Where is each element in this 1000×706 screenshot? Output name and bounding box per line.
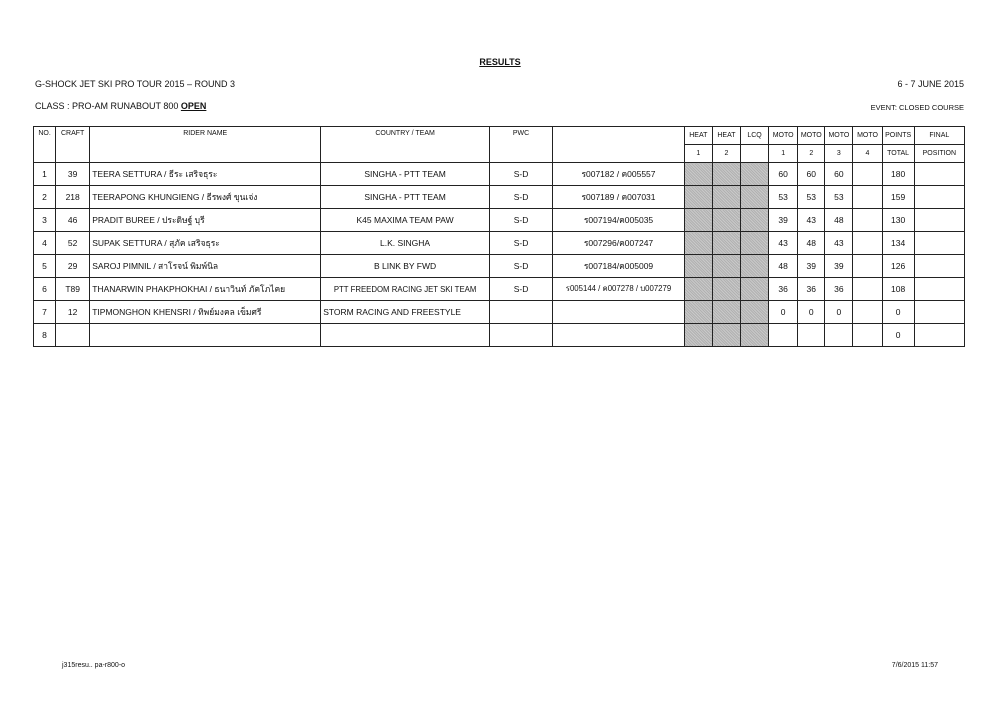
col-heat2-num: 2 [712,145,740,163]
col-moto3: MOTO [825,127,853,145]
cell-craft: T89 [56,278,90,301]
col-moto1: MOTO [769,127,798,145]
table-row [34,255,965,278]
cell-lcq [740,278,768,301]
cell-final [914,324,964,347]
cell-no: 2 [34,186,56,209]
cell-moto2: 53 [798,186,825,209]
cell-heat1 [684,278,712,301]
cell-moto1: 60 [769,163,798,186]
cell-heat1 [684,232,712,255]
cell-total: 0 [882,301,914,324]
cell-pwc [489,301,552,324]
table-row [34,163,965,186]
cell-heat2 [712,186,740,209]
cell-registration: ร007182 / ค005557 [553,163,685,186]
cell-craft: 218 [56,186,90,209]
cell-registration: ร007184/ค005009 [553,255,685,278]
cell-pwc: S-D [489,278,552,301]
cell-rider: TEERAPONG KHUNGIENG / ธีรพงศ์ ขุนเจ่ง [90,186,321,209]
cell-moto4 [853,324,882,347]
cell-final [914,163,964,186]
cell-moto2: 39 [798,255,825,278]
cell-total: 180 [882,163,914,186]
cell-craft: 12 [56,301,90,324]
cell-lcq [740,186,768,209]
cell-lcq [740,232,768,255]
col-heat2: HEAT [712,127,740,145]
col-final: FINAL [914,127,964,145]
class-open-label: OPEN [180,101,207,111]
cell-moto2 [798,324,825,347]
cell-lcq [740,324,768,347]
table-row [34,278,965,301]
cell-no: 5 [34,255,56,278]
cell-moto3: 36 [825,278,853,301]
cell-total: 108 [882,278,914,301]
cell-heat1 [684,255,712,278]
cell-final [914,186,964,209]
cell-moto2: 36 [798,278,825,301]
cell-moto3 [825,324,853,347]
cell-total: 126 [882,255,914,278]
col-craft: CRAFT [56,127,90,163]
cell-moto4 [853,278,882,301]
cell-no: 3 [34,209,56,232]
cell-registration: ร007296/ค007247 [553,232,685,255]
table-row [34,324,965,347]
cell-total: 0 [882,324,914,347]
cell-rider [90,324,321,347]
cell-heat2 [712,278,740,301]
col-moto1-num: 1 [769,145,798,163]
col-no: NO. [34,127,56,163]
cell-rider: TEERA SETTURA / ธีระ เสริจธุระ [90,163,321,186]
class-label [35,101,206,111]
table-row [34,209,965,232]
col-moto2-num: 2 [798,145,825,163]
col-moto3-num: 3 [825,145,853,163]
cell-moto3: 48 [825,209,853,232]
cell-craft: 46 [56,209,90,232]
cell-moto3: 0 [825,301,853,324]
col-position: POSITION [914,145,964,163]
cell-heat1 [684,301,712,324]
cell-rider: SUPAK SETTURA / สุภัค เสริจธุระ [90,232,321,255]
cell-moto4 [853,163,882,186]
cell-lcq [740,209,768,232]
cell-pwc: S-D [489,232,552,255]
cell-craft [56,324,90,347]
col-total: TOTAL [882,145,914,163]
cell-moto3: 60 [825,163,853,186]
col-lcq: LCQ [740,127,768,145]
cell-heat2 [712,301,740,324]
cell-pwc [489,324,552,347]
cell-moto4 [853,186,882,209]
cell-moto2: 43 [798,209,825,232]
header-row-1 [34,127,965,145]
cell-team: L.K. SINGHA [321,232,490,255]
cell-final [914,232,964,255]
footer-file-ref: j315resu.. pa-r800-o [62,662,126,669]
results-body [34,163,965,347]
cell-team [321,324,490,347]
cell-craft: 52 [56,232,90,255]
cell-no: 7 [34,301,56,324]
col-pwc: PWC [489,127,552,163]
cell-final [914,301,964,324]
col-heat1-num: 1 [684,145,712,163]
cell-moto4 [853,301,882,324]
col-registration [553,127,685,163]
cell-registration [553,301,685,324]
cell-no: 4 [34,232,56,255]
cell-team: SINGHA - PTT TEAM [321,163,490,186]
cell-final [914,278,964,301]
cell-moto3: 39 [825,255,853,278]
cell-moto3: 43 [825,232,853,255]
cell-moto1: 53 [769,186,798,209]
cell-team: K45 MAXIMA TEAM PAW [321,209,490,232]
cell-moto4 [853,209,882,232]
cell-no: 6 [34,278,56,301]
cell-heat1 [684,163,712,186]
cell-lcq [740,255,768,278]
col-points: POINTS [882,127,914,145]
cell-moto1: 36 [769,278,798,301]
table-row [34,232,965,255]
cell-no: 8 [34,324,56,347]
event-dates: 6 - 7 JUNE 2015 [897,79,964,89]
cell-final [914,255,964,278]
cell-pwc: S-D [489,255,552,278]
cell-moto1: 39 [769,209,798,232]
col-country-team: COUNTRY / TEAM [321,127,490,163]
col-moto2: MOTO [798,127,825,145]
cell-registration: ร007189 / ค007031 [553,186,685,209]
cell-moto4 [853,255,882,278]
cell-team: SINGHA - PTT TEAM [321,186,490,209]
cell-moto1: 43 [769,232,798,255]
cell-moto1: 0 [769,301,798,324]
cell-heat2 [712,255,740,278]
cell-craft: 29 [56,255,90,278]
cell-lcq [740,301,768,324]
cell-rider: PRADIT BUREE / ประดิษฐ์ บุรี [90,209,321,232]
event-type: EVENT: CLOSED COURSE [870,103,964,112]
cell-craft: 39 [56,163,90,186]
event-name: G-SHOCK JET SKI PRO TOUR 2015 – ROUND 3 [35,79,236,89]
cell-team: STORM RACING AND FREESTYLE [321,301,490,324]
cell-moto2: 48 [798,232,825,255]
cell-team: PTT FREEDOM RACING JET SKI TEAM [321,278,490,301]
cell-heat1 [684,324,712,347]
cell-total: 159 [882,186,914,209]
page-title: RESULTS [479,57,521,67]
cell-heat2 [712,209,740,232]
col-moto4: MOTO [853,127,882,145]
cell-pwc: S-D [489,163,552,186]
col-rider-name: RIDER NAME [90,127,321,163]
cell-registration: ร007194/ค005035 [553,209,685,232]
cell-heat2 [712,232,740,255]
cell-pwc: S-D [489,186,552,209]
cell-heat2 [712,324,740,347]
footer-timestamp: 7/6/2015 11:57 [891,662,938,669]
cell-moto1: 48 [769,255,798,278]
cell-rider: THANARWIN PHAKPHOKHAI / ธนาวินท์ ภัคโภไคย [90,278,321,301]
table-row [34,186,965,209]
cell-heat2 [712,163,740,186]
cell-registration [553,324,685,347]
results-table [33,126,965,347]
cell-lcq [740,163,768,186]
col-moto4-num: 4 [853,145,882,163]
col-lcq-blank [740,145,768,163]
cell-registration: ร005144 / ค007278 / บ007279 [553,278,685,301]
class-name: CLASS : PRO-AM RUNABOUT 800 [35,101,181,111]
cell-moto3: 53 [825,186,853,209]
cell-heat1 [684,209,712,232]
cell-moto2: 60 [798,163,825,186]
cell-total: 134 [882,232,914,255]
cell-moto4 [853,232,882,255]
cell-no: 1 [34,163,56,186]
col-heat1: HEAT [684,127,712,145]
cell-total: 130 [882,209,914,232]
cell-moto1 [769,324,798,347]
cell-rider: TIPMONGHON KHENSRI / ทิพย์มงคล เข็มศรี [90,301,321,324]
table-row [34,301,965,324]
cell-heat1 [684,186,712,209]
cell-moto2: 0 [798,301,825,324]
cell-team: B LINK BY FWD [321,255,490,278]
cell-pwc: S-D [489,209,552,232]
cell-rider: SAROJ PIMNIL / สาโรจน์ พิมพ์นิล [90,255,321,278]
cell-final [914,209,964,232]
